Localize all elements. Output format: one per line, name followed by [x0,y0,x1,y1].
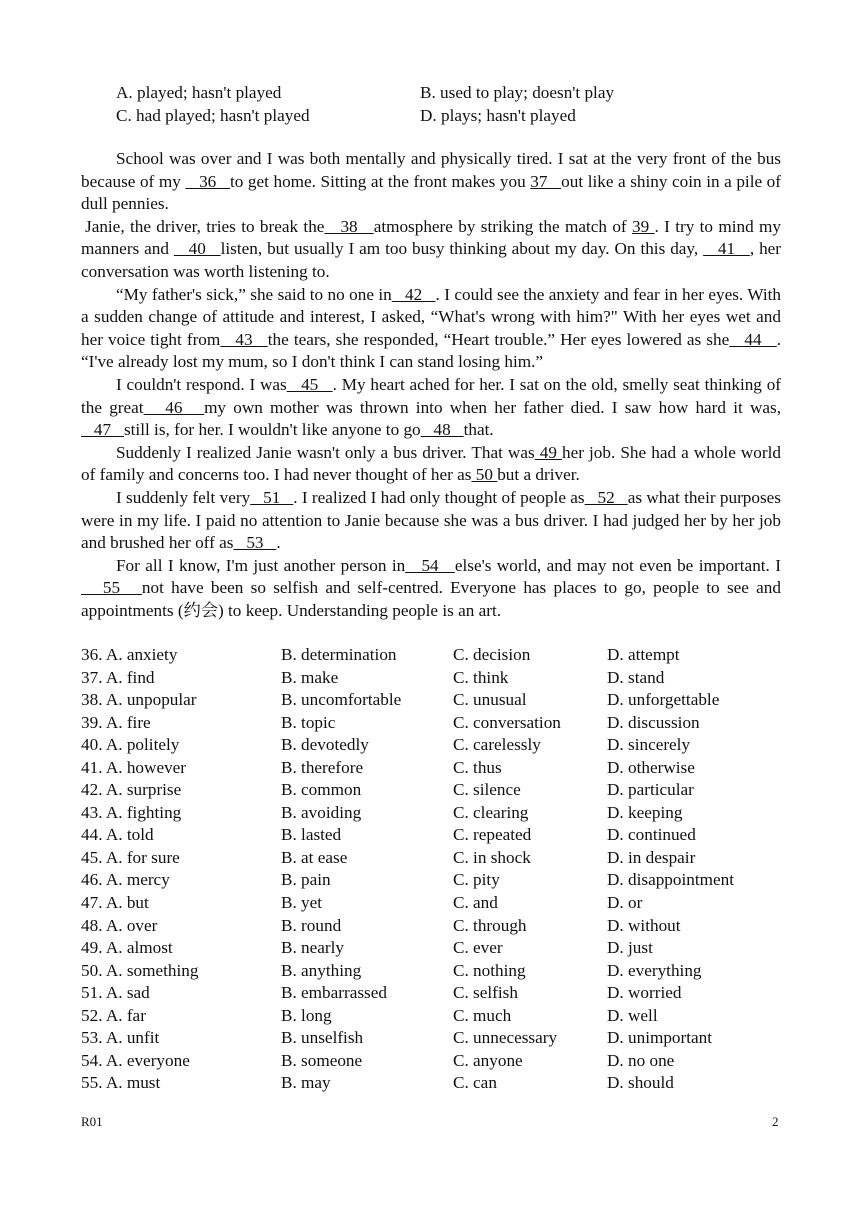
option-choice: 42. A. surprise [81,780,182,800]
option-choice: B. at ease [281,847,348,867]
option-choice: D. sincerely [607,735,691,755]
option-choice: D. keeping [607,802,683,822]
passage-text: I suddenly felt very [116,487,251,507]
option-choice: C. silence [453,780,521,800]
option-choice: D. particular [607,780,694,800]
blank: 52 [584,487,628,507]
option-choice: C. anyone [453,1050,523,1070]
option-choice: B. pain [281,870,331,890]
blank: 36 [185,171,230,191]
option-choice: B. yet [281,893,323,913]
option-choice: B. nearly [281,938,345,958]
passage-text: . My heart ached for her. I sat on the old, smelly seat thinking of the great [81,374,782,417]
passage-text: Suddenly I realized Janie wasn't only a bus driver. That was [116,442,535,462]
option-row [81,824,781,847]
option-choice: 47. A. but [81,893,149,913]
option-choice: 50. A. something [81,960,199,980]
option-choice: B. may [281,1073,331,1093]
prev-option: D. plays; hasn't played [420,106,576,125]
option-row [81,937,781,960]
passage-text: listen, but usually I am too busy thinking about my day. On this day, [220,239,704,259]
passage-text: “My father's sick,” she said to no one in [116,284,392,304]
page-number: 2 [772,1114,779,1129]
option-choice: B. lasted [281,825,342,845]
option-choice: B. make [281,667,339,687]
passage-text: . I could see the anxiety and fear in her eyes. With a sudden change of attitude and interest, I asked, “What's wrong with him?" With her eyes wet and her voice tight from [81,284,782,349]
option-choice: C. conversation [453,712,561,732]
option-row [81,667,781,690]
option-choice: D. should [607,1073,674,1093]
blank: 48 [420,420,464,440]
blank: 50 [471,465,498,485]
passage-text: . [276,533,281,553]
blank: 47 [81,420,124,440]
option-choice: B. embarrassed [281,983,387,1003]
passage-text: out like a shiny coin in a pile of dull pennies. [81,171,781,214]
passage-text: . “I've already lost my mum, so I don't think I can stand losing him.” [81,329,782,372]
passage-text: her job. She had a whole world of family and concerns too. I had never thought of her as [81,442,781,485]
option-choice: B. determination [281,645,397,664]
option-choice: B. someone [281,1050,363,1070]
option-row [81,757,781,780]
option-choice: 46. A. mercy [81,870,170,890]
passage-text: . I realized I had only thought of people as [293,487,585,507]
option-row [81,644,781,667]
option-choice: 55. A. must [81,1073,161,1093]
option-choice: C. through [453,915,527,935]
option-choice: 39. A. fire [81,712,151,732]
prev-option-row [116,81,736,104]
option-choice: 53. A. unfit [81,1028,160,1048]
option-choice: D. stand [607,667,665,687]
passage-text: that. [463,420,494,440]
passage-text: For all I know, I'm just another person in [116,555,406,575]
option-row [81,982,781,1005]
option-row [81,915,781,938]
previous-question-options [116,81,736,127]
option-choice: C. ever [453,938,503,958]
option-choice: 36. A. anxiety [81,645,178,664]
blank: 37 [530,171,562,191]
passage-text: still is, for her. I wouldn't like anyone to go [123,420,421,440]
option-row [81,1005,781,1028]
option-choice: C. carelessly [453,735,541,755]
passage-paragraph [81,374,781,442]
blank: 55 [81,578,142,598]
option-choice: D. well [607,1005,658,1025]
passage-text: . I try to mind my manners and [81,216,782,259]
option-row [81,960,781,983]
blank: 49 [534,442,563,462]
option-choice: B. unselfish [281,1028,364,1048]
passage-text: Janie, the driver, tries to break the [85,216,325,236]
option-choice: 41. A. however [81,757,187,777]
blank: 45 [286,374,333,394]
blank: 46 [143,397,205,417]
option-row [81,779,781,802]
blank: 41 [703,239,750,259]
option-choice: C. repeated [453,825,532,845]
prev-option-row [116,104,736,127]
option-choice: D. disappointment [607,870,734,890]
option-choice: C. clearing [453,802,529,822]
option-row [81,1072,781,1095]
passage-text: not have been so selfish and self-centred. Everyone has places to go, people to see and appointments (约会) to keep. Understanding people is an art. [81,578,781,620]
passage-text: , her conversation was worth listening to. [81,239,782,281]
blank: 54 [405,555,455,575]
option-choice: D. otherwise [607,757,695,777]
option-choice: C. decision [453,645,531,664]
option-choice: C. unnecessary [453,1028,558,1048]
option-choice: 38. A. unpopular [81,690,197,710]
option-choice: C. think [453,667,509,687]
option-choice: D. unimportant [607,1028,713,1048]
blank: 42 [391,284,436,304]
option-choice: B. devotedly [281,735,369,755]
option-choice: 44. A. told [81,825,154,845]
blank: 51 [250,487,294,507]
option-choice: D. without [607,915,681,935]
option-choice: 48. A. over [81,915,158,935]
option-choice: C. unusual [453,690,527,710]
prev-option: C. had played; hasn't played [116,106,310,125]
passage-paragraph [81,442,781,487]
option-choice: D. discussion [607,712,700,732]
option-choice: C. and [453,893,498,913]
passage-text: the tears, she responded, “Heart trouble.” Her eyes lowered as she [267,329,730,349]
option-choice: D. attempt [607,645,680,664]
option-choice: 43. A. fighting [81,802,182,822]
cloze-passage [81,148,781,622]
option-choice: 45. A. for sure [81,847,180,867]
option-row [81,802,781,825]
option-choice: 37. A. find [81,667,155,687]
passage-paragraph [81,284,781,374]
option-choice: 40. A. politely [81,735,180,755]
passage-text: but a driver. [497,465,580,485]
passage-paragraph [81,148,781,216]
option-row [81,869,781,892]
option-choice: 52. A. far [81,1005,146,1025]
passage-text: as what their purposes were in my life. I paid no attention to Janie because she was a bus driver. I had judged her by her job and brushed her off as [81,487,781,553]
option-choice: D. in despair [607,847,696,867]
option-row [81,1027,781,1050]
option-choice: D. just [607,938,653,958]
option-row [81,847,781,870]
option-choice: 51. A. sad [81,983,150,1003]
option-row [81,892,781,915]
option-choice: B. avoiding [281,802,362,822]
option-choice: B. topic [281,712,336,732]
passage-text: School was over and I was both mentally and physically tired. I sat at the very front of the bus because of my [81,149,781,191]
option-choice: C. much [453,1005,512,1025]
blank: 40 [173,239,221,259]
blank: 39 [631,216,655,236]
option-choice: 54. A. everyone [81,1050,190,1070]
footer-code: R01 [81,1114,103,1129]
blank: 43 [220,329,268,349]
option-choice: B. common [281,780,362,800]
option-choice: C. selfish [453,983,518,1003]
option-choice: C. in shock [453,847,531,867]
option-row [81,689,781,712]
option-choice: D. no one [607,1050,675,1070]
passage-text: to get home. Sitting at the front makes you [229,171,531,191]
passage-paragraph [81,487,781,555]
passage-paragraph [81,555,781,623]
option-row [81,734,781,757]
prev-option: B. used to play; doesn't play [420,83,615,102]
option-choice: B. uncomfortable [281,690,402,710]
answer-options [81,644,781,1095]
passage-text: I couldn't respond. I was [116,374,287,394]
blank: 53 [233,533,277,553]
prev-option: A. played; hasn't played [116,83,282,102]
passage-text: my own mother was thrown into when her father died. I saw how hard it was, [204,397,782,417]
option-choice: C. can [453,1073,497,1093]
blank: 38 [324,216,374,236]
passage-text: atmosphere by striking the match of [373,216,632,236]
option-choice: C. nothing [453,960,526,980]
option-choice: D. unforgettable [607,690,720,710]
option-choice: C. thus [453,757,502,777]
option-choice: B. round [281,915,342,935]
blank: 44 [729,329,777,349]
option-row [81,1050,781,1073]
option-choice: 49. A. almost [81,938,173,958]
option-choice: B. therefore [281,757,364,777]
passage-paragraph [81,216,781,284]
option-choice: D. or [607,893,643,913]
option-choice: B. long [281,1005,332,1025]
option-row [81,712,781,735]
option-choice: D. everything [607,960,702,980]
option-choice: C. pity [453,870,500,890]
option-choice: D. continued [607,825,696,845]
passage-text: else's world, and may not even be important. I [454,555,781,575]
option-choice: D. worried [607,983,682,1003]
option-choice: B. anything [281,960,362,980]
